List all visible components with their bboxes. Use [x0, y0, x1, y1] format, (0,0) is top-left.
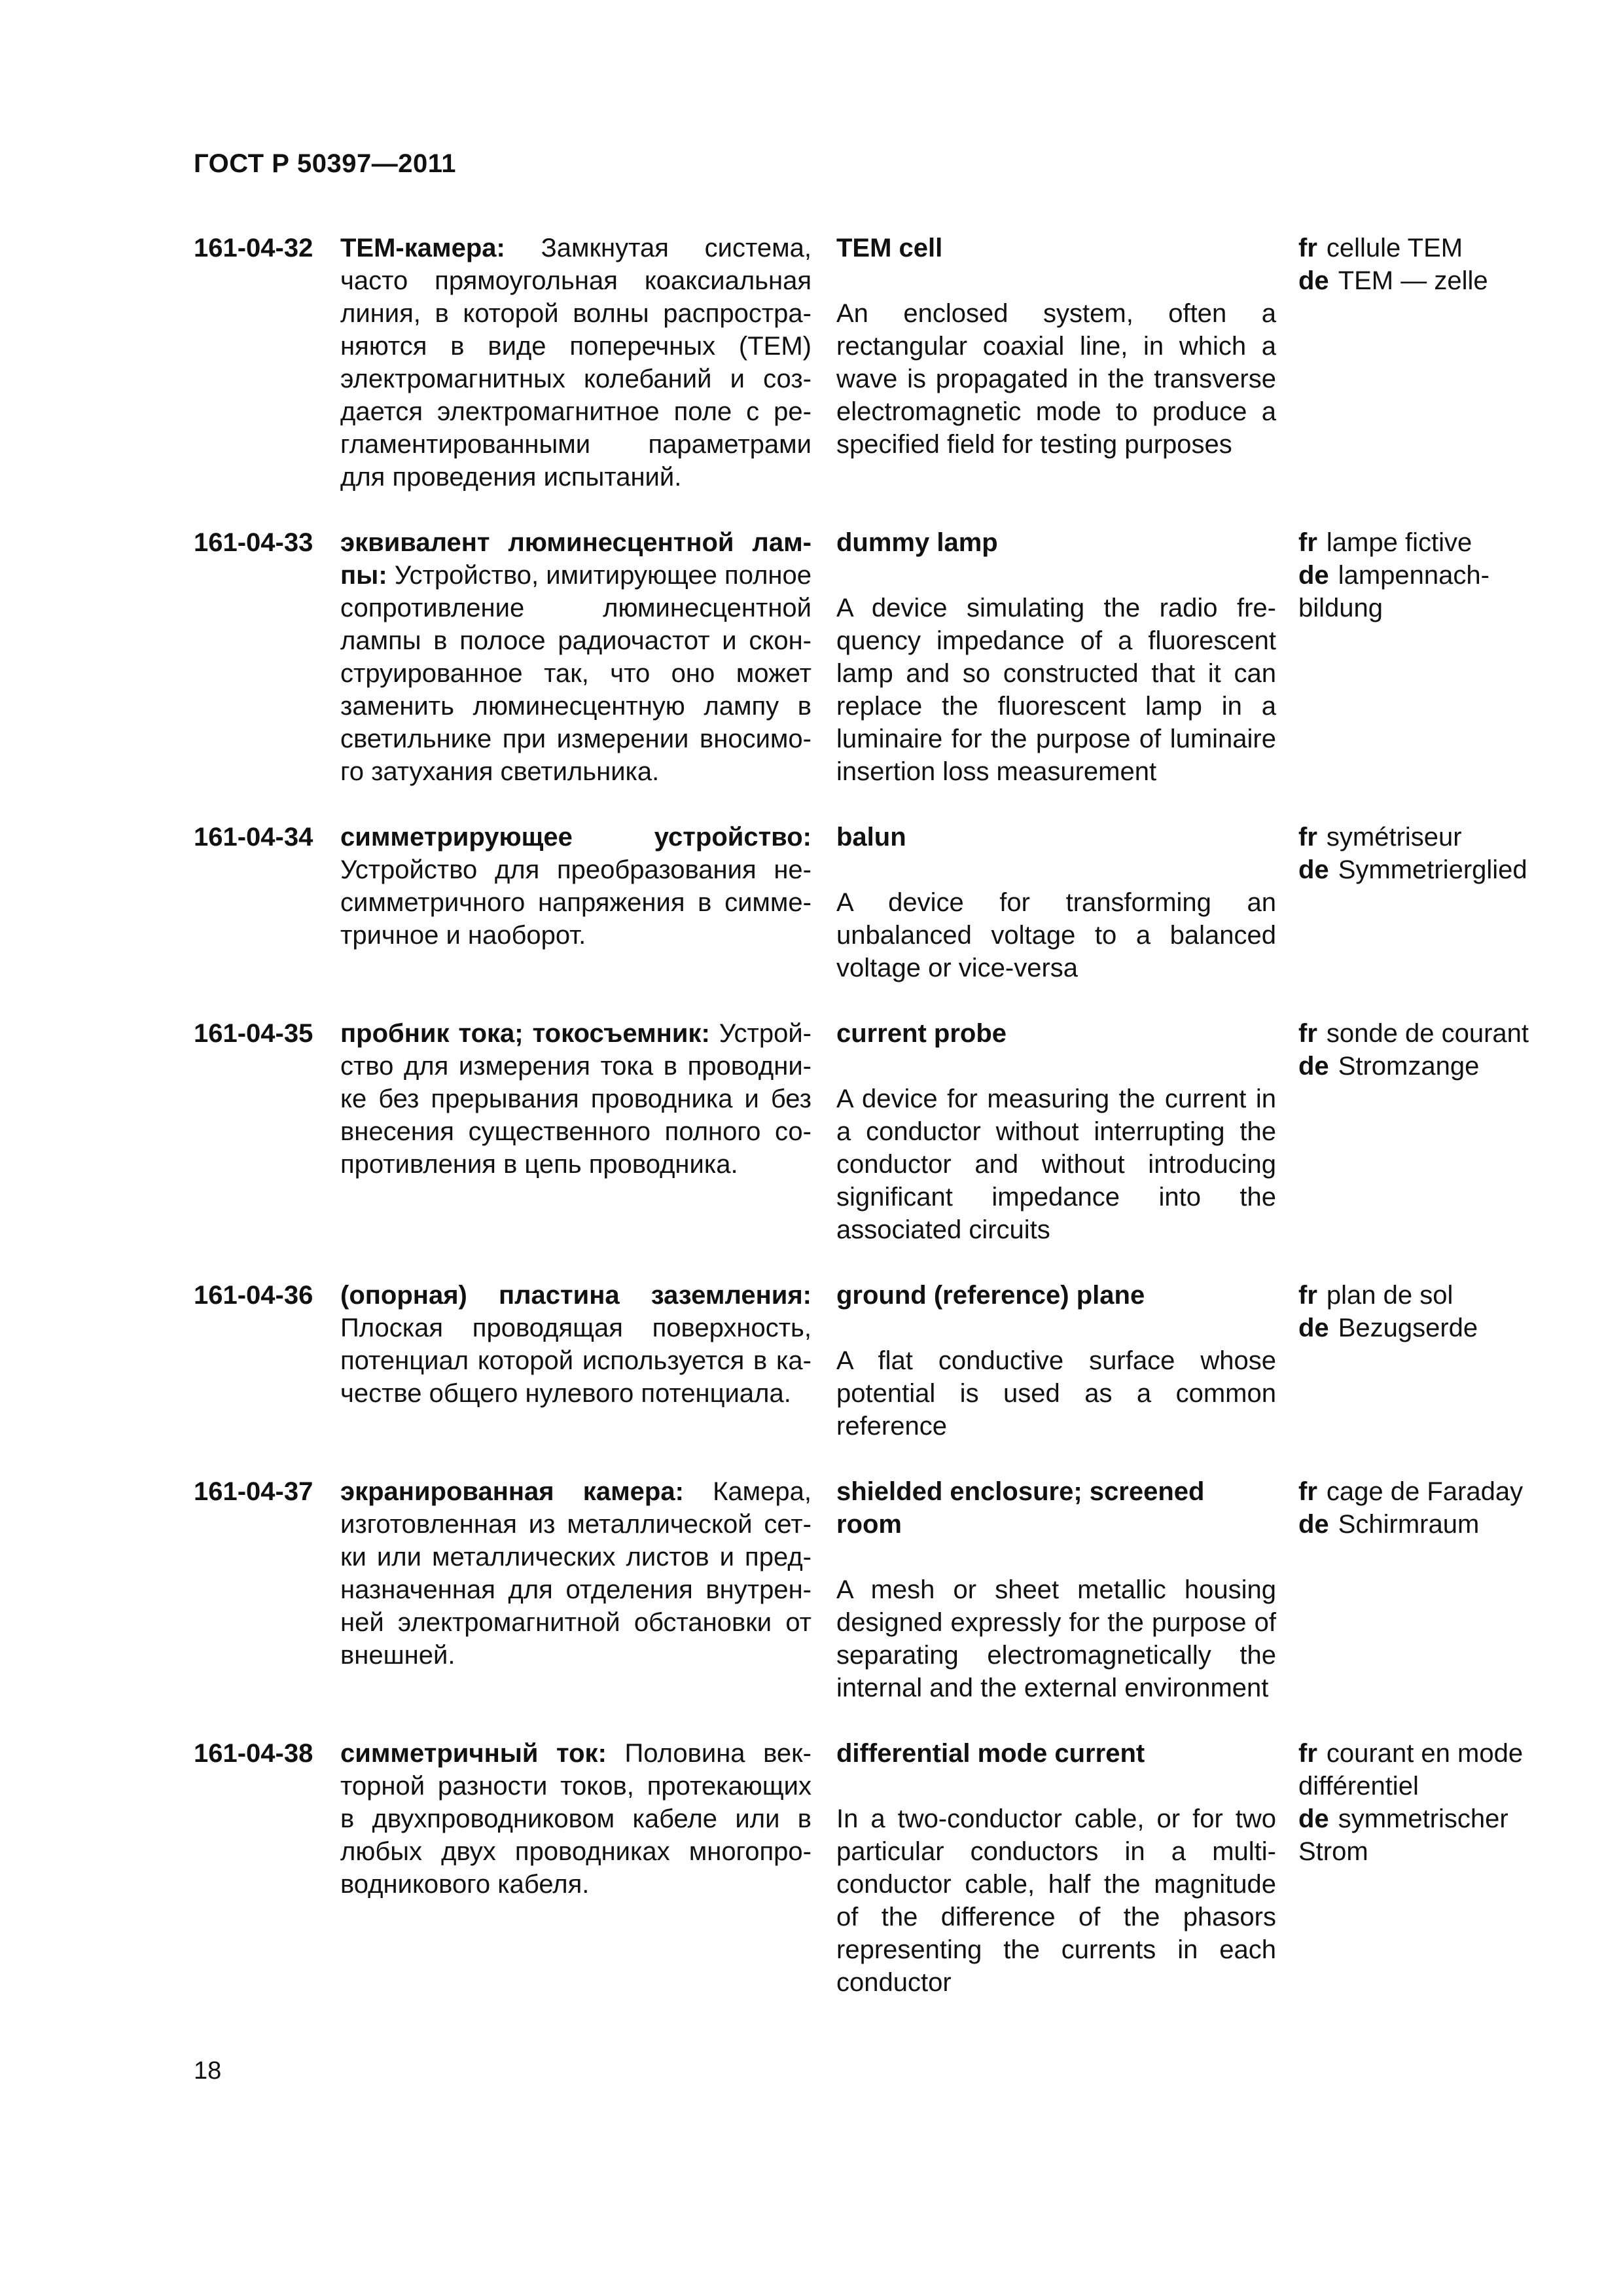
equivalent-terms [1298, 232, 1544, 297]
russian-definition-text: Плоская проводящая поверхность, потенциал которой используется в качестве общего нулевого потенциала. [340, 1314, 812, 1408]
english-term: differential mode current [836, 1739, 1145, 1768]
english-definition [836, 1017, 1276, 1246]
russian-definition-text: Устройство, имитирующее полное сопротивление люминесцентной лампы в полосе радиочастот и сконструированное так, что оно может заменить люминесцентную лампу в светильнике при измерении вносимого затухания светильника. [340, 561, 812, 786]
term-number: 161-04-38 [194, 1739, 313, 1768]
term-entry [194, 232, 1529, 493]
terms-table [194, 232, 1529, 1999]
equivalent-terms [1298, 1475, 1544, 1541]
term-entry [194, 1475, 1529, 1704]
german-equivalent [1298, 1312, 1544, 1344]
english-definition [836, 232, 1276, 461]
russian-definition [340, 1737, 812, 1901]
russian-term: эквивалент люминесцентной лампы: [340, 528, 812, 590]
standard-designation: ГОСТ Р 50397—2011 [194, 149, 456, 178]
english-term: dummy lamp [836, 528, 998, 557]
french-equivalent [1298, 232, 1544, 264]
german-code: de [1298, 1804, 1329, 1833]
german-term: Schirmraum [1338, 1510, 1480, 1539]
page-number: 18 [194, 2057, 222, 2085]
german-equivalent [1298, 1508, 1544, 1541]
equivalent-terms [1298, 821, 1544, 886]
term-number: 161-04-33 [194, 528, 313, 557]
english-definition-text: A device for transforming an unbalanced voltage to a balanced voltage or vice-versa [836, 888, 1276, 982]
french-term: plan de sol [1326, 1281, 1454, 1310]
russian-definition-text: Замкнутая система, часто прямоугольная коаксиальная линия, в которой волны распространяются в виде поперечных (ТЕМ) электромагнитных колебаний и создается электромагнитное поле с регламентированными параметрами для проведения испытаний. [340, 234, 812, 492]
english-definition [836, 821, 1276, 984]
french-equivalent [1298, 1279, 1544, 1312]
english-term: TEM cell [836, 234, 943, 262]
russian-definition-text: Половина векторной разности токов, протекающих в двухпроводниковом кабеле или в любых двух проводниках многопроводникового кабеля. [340, 1739, 812, 1899]
term-number: 161-04-34 [194, 823, 313, 852]
german-code: de [1298, 855, 1329, 884]
russian-definition [340, 1475, 812, 1672]
russian-definition [340, 1017, 812, 1181]
term-entry [194, 1279, 1529, 1443]
equivalent-terms [1298, 526, 1544, 624]
english-definition-text: A device simulating the radio frequency impedance of a fluorescent lamp and so constructed that it can replace the fluorescent lamp in a luminaire for the purpose of luminaire insertion loss measurement [836, 594, 1276, 786]
german-term: Stromzange [1338, 1052, 1480, 1081]
russian-term: симметричный ток: [340, 1739, 607, 1768]
russian-definition-text: Камера, изготовленная из металлической сетки или металлических листов и предназначенная для отделения внутренней электромагнитной обстановки от внешней. [340, 1477, 812, 1670]
term-entry [194, 1737, 1529, 1999]
german-equivalent [1298, 1050, 1544, 1083]
french-code: fr [1298, 1477, 1317, 1506]
french-equivalent [1298, 1475, 1544, 1508]
french-code: fr [1298, 1739, 1317, 1768]
english-definition [836, 1737, 1276, 1999]
term-entry [194, 821, 1529, 984]
equivalent-terms [1298, 1737, 1544, 1868]
german-equivalent [1298, 853, 1544, 886]
term-number: 161-04-37 [194, 1477, 313, 1506]
russian-definition [340, 821, 812, 952]
french-equivalent [1298, 821, 1544, 853]
term-number: 161-04-35 [194, 1019, 313, 1048]
german-code: de [1298, 1052, 1329, 1081]
english-definition [836, 1279, 1276, 1443]
equivalent-terms [1298, 1279, 1544, 1344]
russian-term: (опорная) пластина заземления: [340, 1281, 812, 1310]
german-code: de [1298, 561, 1329, 590]
french-equivalent [1298, 1737, 1544, 1803]
english-definition-text: A mesh or sheet metallic housing designed expressly for the purpose of separating electromagnetically the internal and the external environment [836, 1575, 1276, 1702]
english-definition-text: A flat conductive surface whose potential is used as a common reference [836, 1346, 1276, 1441]
french-term: symétriseur [1326, 823, 1462, 852]
english-definition [836, 526, 1276, 788]
russian-definition [340, 1279, 812, 1410]
german-code: de [1298, 1510, 1329, 1539]
russian-definition [340, 232, 812, 493]
english-term: shielded enclosure; screened room [836, 1477, 1205, 1539]
english-term: balun [836, 823, 906, 852]
russian-term: симметрирующее устройство: [340, 823, 812, 852]
russian-definition [340, 526, 812, 788]
english-definition-text: A device for measuring the current in a conductor without interrupting the conductor and without introducing significant impedance into the associated circuits [836, 1085, 1276, 1244]
german-equivalent [1298, 559, 1544, 624]
german-term: TEM — zelle [1338, 266, 1488, 295]
french-term: cage de Faraday [1326, 1477, 1524, 1506]
russian-definition-text: Устройство для измерения тока в проводнике без прерывания проводника и без внесения существенного полного сопротивления в цепь проводника. [340, 1019, 812, 1179]
german-equivalent [1298, 1803, 1544, 1868]
english-definition-text: In a two-conductor cable, or for two particular conductors in a multiconductor cable, half the magnitude of the difference of the phasors representing the currents in each conductor [836, 1804, 1276, 1997]
french-term: courant en mode différentiel [1298, 1739, 1524, 1801]
russian-term: экранированная камера: [340, 1477, 684, 1506]
french-equivalent [1298, 526, 1544, 559]
english-definition-text: An enclosed system, often a rectangular coaxial line, in which a wave is propagated in the transverse electromagnetic mode to produce a specified field for testing purposes [836, 299, 1276, 459]
russian-term: ТЕМ-камера: [340, 234, 505, 262]
german-term: Symmetrierglied [1338, 855, 1527, 884]
english-term: current probe [836, 1019, 1007, 1048]
french-term: sonde de courant [1326, 1019, 1529, 1048]
english-term: ground (reference) plane [836, 1281, 1145, 1310]
russian-definition-text: Устройство для преобразования несимметричного напряжения в симметричное и наоборот. [340, 855, 812, 950]
german-term: Bezugserde [1338, 1314, 1478, 1342]
french-code: fr [1298, 1019, 1317, 1048]
french-code: fr [1298, 1281, 1317, 1310]
russian-term: пробник тока; токосъемник: [340, 1019, 710, 1048]
french-term: lampe fictive [1326, 528, 1472, 557]
german-code: de [1298, 266, 1329, 295]
term-number: 161-04-32 [194, 234, 313, 262]
german-term: symmetrischer Strom [1298, 1804, 1508, 1866]
german-code: de [1298, 1314, 1329, 1342]
french-code: fr [1298, 823, 1317, 852]
term-number: 161-04-36 [194, 1281, 313, 1310]
french-code: fr [1298, 234, 1317, 262]
term-entry [194, 1017, 1529, 1246]
french-code: fr [1298, 528, 1317, 557]
german-equivalent [1298, 264, 1544, 297]
english-definition [836, 1475, 1276, 1704]
term-entry [194, 526, 1529, 788]
german-term: lampennachbildung [1298, 561, 1489, 622]
french-equivalent [1298, 1017, 1544, 1050]
french-term: cellule TEM [1326, 234, 1463, 262]
equivalent-terms [1298, 1017, 1544, 1083]
